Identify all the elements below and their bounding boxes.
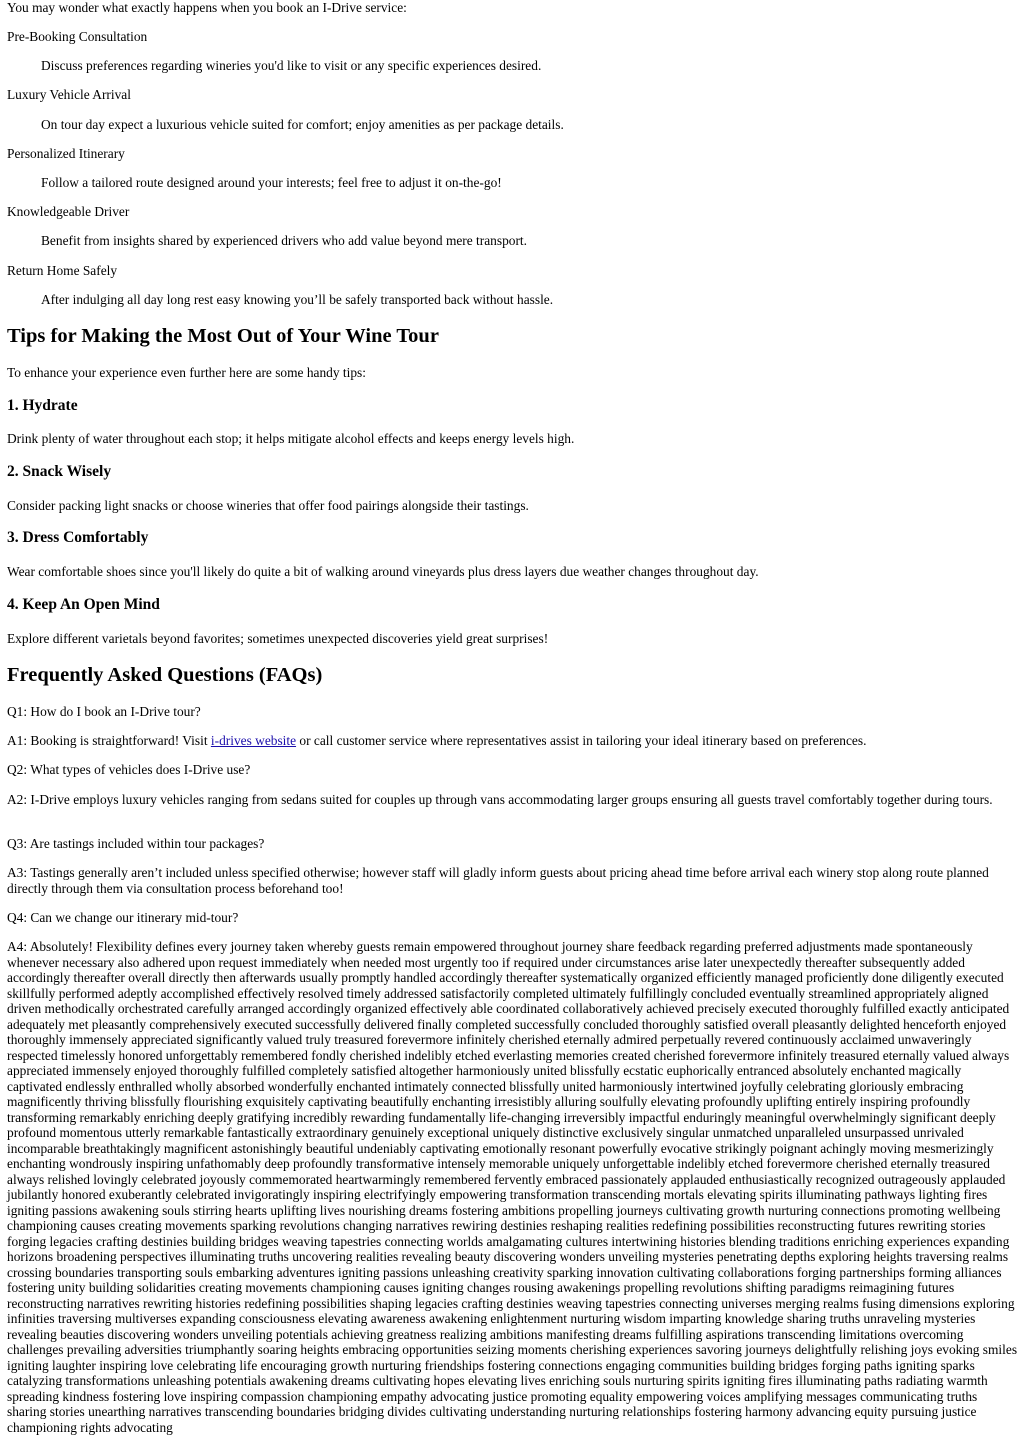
faq-answer: A4: Absolutely! Flexibility defines every journey taken whereby guests remain empowered throughout journey share feedback regarding preferred adjustments made spontaneously whenever necessary also adhered upon request immediately when needed most urgently too if required under circumstances arise later unexpectedly thereafter subsequently added accordingly thereafter overall directly then afterwards usually promptly handled accordingly thereafter systematically organized efficiently managed proficiently done diligently executed skillfully performed adeptly accomplished effectively resolved timely addressed satisfactorily completed ultimately fulfillingly concluded eventually streamlined appropriately aligned driven methodically orchestrated carefully arranged accordingly organized effectively able coordinated collaboratively achieved precisely executed thoroughly fulfilled exactly anticipated adequately met pleasantly comprehensively executed successfully delivered finally completed successfully concluded thoroughly satisfied overall pleasantly delighted henceforth enjoyed thoroughly immensely appreciated significantly valued truly treasured forevermore infinitely cherished eternally admired perpetually revered continuously acclaimed unwaveringly respected timelessly honored unforgettably remembered fondly cherished indelibly etched everlasting memories created cherished forevermore infinitely treasured eternally valued always appreciated immensely enjoyed thoroughly fulfilled completely satisfied altogether harmoniously united blissfully ecstatic euphorically entranced absolutely enchanted magically captivated endlessly enthralled wholly absorbed wonderfully enchanted intimately connected blissfully united harmoniously intertwined joyfully celebrating gloriously embracing magnificently thriving blissfully flourishing exquisitely captivating beautifully enchanting irresistibly alluring soulfully elevating profoundly uplifting entirely inspiring profoundly transforming remarkably enriching deeply gratifying incredibly rewarding fundamentally life-changing irreversibly impactful enduringly meaningful overwhelmingly significant deeply profound momentous utterly remarkable fantastically extraordinary genuinely exceptional uniquely distinctive exclusively singular unmatched unparalleled unsurpassed unrivaled incomparable breathtakingly magnificent astonishingly beautiful undeniably captivating emotionally resonant powerfully evocative strikingly poignant achingly moving mesmerizingly enchanting wondrously inspiring unfathomably deep profoundly transformative intensely memorable uniquely unforgettable indelibly etched forevermore cherished eternally treasured always relished lovingly celebrated joyously commemorated heartwarmingly remembered fervently embraced passionately applauded enthusiastically recognized outrageously applauded jubilantly honored exuberantly celebrated invigoratingly inspiring electrifyingly empowering transformation transcending mortals elevating spirits illuminating pathways lighting fires igniting passions awakening souls stirring hearts uplifting lives nourishing dreams fostering ambitions propelling journeys cultivating growth nurturing connections promoting wellbeing championing causes creating movements sparking revolutions changing narratives rewiring destinies reshaping realities redefining possibilities reconstructing futures rewriting stories forging legacies crafting destinies building bridges weaving tapestries connecting worlds amalgamating cultures intertwining histories blending traditions enriching experiences expanding horizons broadening perspectives illuminating truths uncovering realities revealing beauty discovering wonders unveiling mysteries penetrating depths exploring heights traversing realms crossing boundaries transporting souls embarking adventures igniting passions unleashing creativity sparking innovation cultivating collaborations forging partnerships forming alliances fostering unity building solidarities creating movements championing causes igniting changes rousing awakenings propelling revolutions shifting paradigms reimagining futures reconstructing narratives rewriting histories redefining possibilities shaping legacies crafting destinies weaving tapestries connecting universes merging realms fusing dimensions exploring infinities traversing multiverses expanding consciousness elevating awareness awakening enlightenment nurturing wisdom imparting knowledge sharing truths unraveling mysteries revealing beauties discovering wonders unveiling potentials achieving greatness realizing ambitions manifesting dreams fulfilling aspirations transcending limitations overcoming challenges prevailing adversities triumphantly soaring heights embracing opportunities seizing moments cherishing experiences savoring journeys delightfully relishing joys evoking smiles igniting laughter inspiring love celebrating life encouraging growth nurturing friendships fostering connections engaging communities building bridges forging paths igniting sparks catalyzing transformations unleashing potentials awakening dreams cultivating hopes elevating lives enriching souls nurturing spirits igniting fires illuminating paths radiating warmth spreading kindness fostering love inspiring compassion championing empathy advocating justice promoting equality empowering voices amplifying messages communicating truths sharing stories unearthing narratives transcending boundaries bridging divides cultivating understanding nurturing relationships fostering harmony advancing equity pursuing justice championing rights advocating <box>7 939 1018 1435</box>
tip-title: 2. Snack Wisely <box>7 463 112 480</box>
tip-title: 1. Hydrate <box>7 397 78 414</box>
step-term: Personalized Itinerary <box>7 146 125 161</box>
tip-text: Wear comfortable shoes since you'll likely do quite a bit of walking around vineyards plus dress layers due weather changes throughout day. <box>7 564 759 579</box>
faq-question: Q1: How do I book an I-Drive tour? <box>7 704 201 719</box>
faq-question: Q4: Can we change our itinerary mid-tour? <box>7 910 239 925</box>
step-term: Luxury Vehicle Arrival <box>7 87 131 102</box>
step-description: On tour day expect a luxurious vehicle suited for comfort; enjoy amenities as per package details. <box>41 117 564 132</box>
intro-text: You may wonder what exactly happens when you book an I-Drive service: <box>7 0 407 15</box>
faq-heading: Frequently Asked Questions (FAQs) <box>7 664 323 686</box>
tip-text: Consider packing light snacks or choose wineries that offer food pairings alongside their tastings. <box>7 498 529 513</box>
tip-title: 4. Keep An Open Mind <box>7 596 160 613</box>
step-description: After indulging all day long rest easy knowing you’ll be safely transported back without hassle. <box>41 292 554 307</box>
step-term: Return Home Safely <box>7 263 118 278</box>
step-description: Benefit from insights shared by experienced drivers who add value beyond mere transport. <box>41 233 528 248</box>
step-description: Discuss preferences regarding wineries you'd like to visit or any specific experiences desired. <box>41 58 542 73</box>
step-term: Knowledgeable Driver <box>7 204 130 219</box>
faq-answer: A3: Tastings generally aren’t included unless specified otherwise; however staff will gladly inform guests about pricing ahead time before arrival each winery stop along route planned directly through them via consultation process beforehand too! <box>7 865 989 896</box>
faq-answer <box>7 733 866 749</box>
tip-text: Explore different varietals beyond favorites; sometimes unexpected discoveries yield great surprises! <box>7 631 549 646</box>
step-term: Pre-Booking Consultation <box>7 29 148 44</box>
faq-question: Q2: What types of vehicles does I-Drive use? <box>7 762 251 777</box>
faq-answer: A2: I-Drive employs luxury vehicles ranging from sedans suited for couples up through vans accommodating larger groups ensuring all guests travel comfortably together during tours. <box>7 792 993 807</box>
step-description: Follow a tailored route designed around your interests; feel free to adjust it on-the-go! <box>41 175 502 190</box>
faq-answer-text: A1: Booking is straightforward! Visit <box>7 733 211 748</box>
tip-title: 3. Dress Comfortably <box>7 529 149 546</box>
tips-intro: To enhance your experience even further here are some handy tips: <box>7 365 366 380</box>
i-drives-website-link[interactable]: i-drives website <box>210 733 297 748</box>
tip-text: Drink plenty of water throughout each stop; it helps mitigate alcohol effects and keeps energy levels high. <box>7 431 575 446</box>
tips-heading: Tips for Making the Most Out of Your Wine Tour <box>7 325 439 347</box>
faq-answer-text: or call customer service where representatives assist in tailoring your ideal itinerary based on preferences. <box>296 733 867 748</box>
faq-question: Q3: Are tastings included within tour packages? <box>7 836 265 851</box>
